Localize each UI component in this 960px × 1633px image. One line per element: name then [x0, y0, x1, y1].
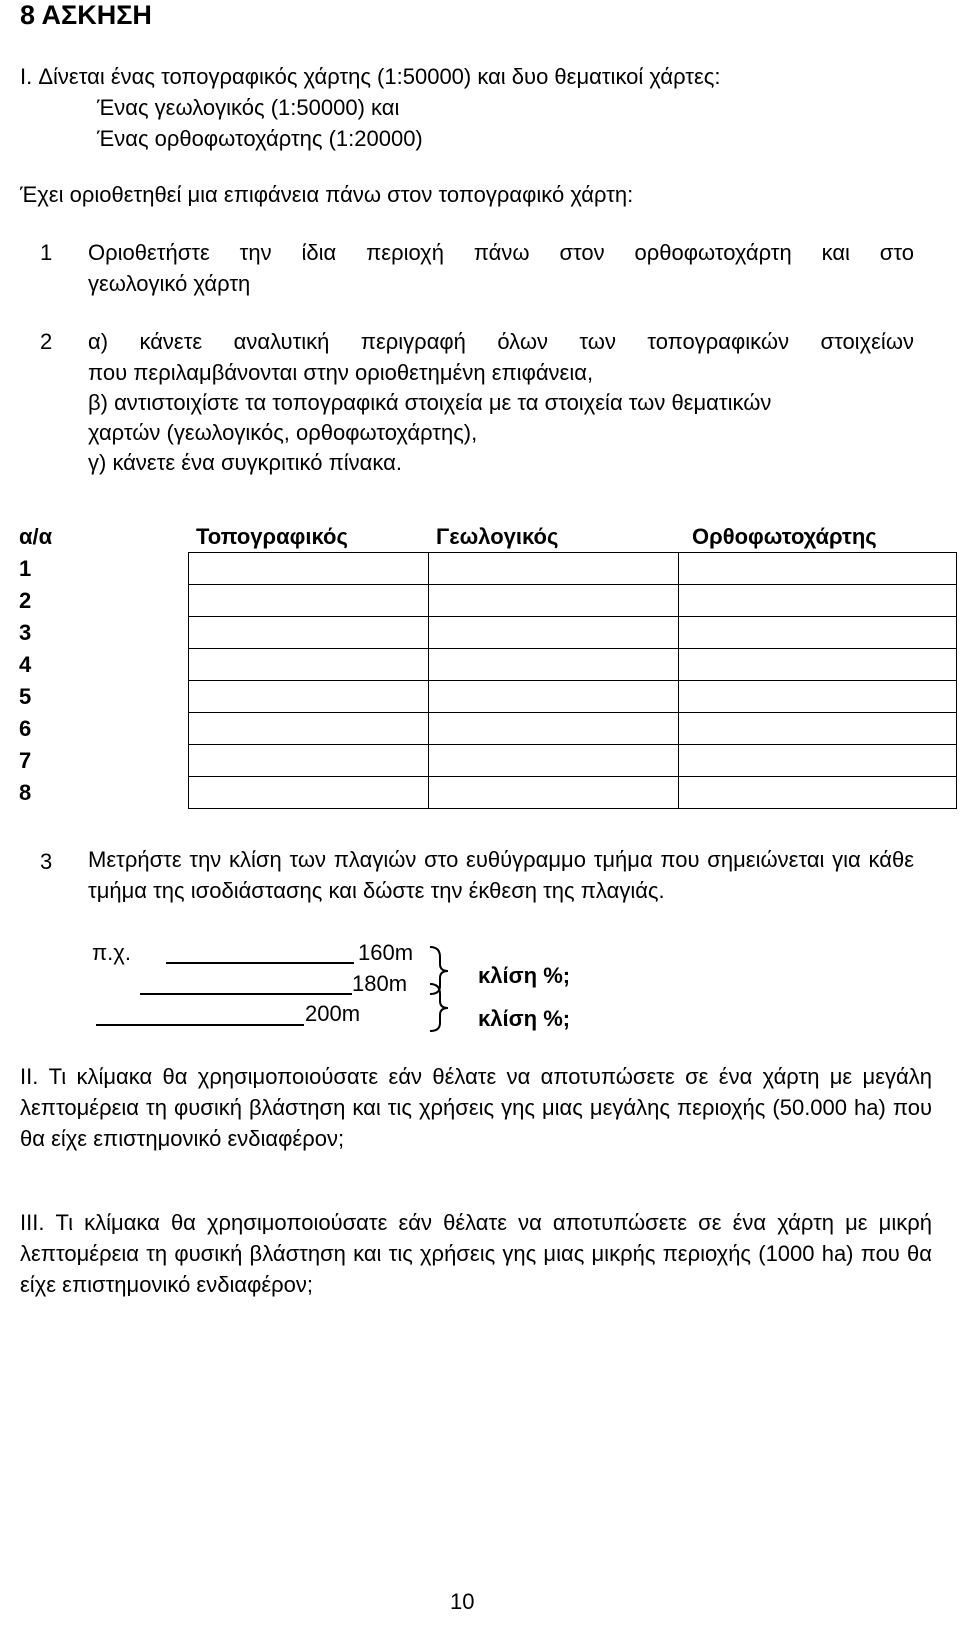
task3-text: Μετρήστε την κλίση των πλαγιών στο ευθύγραμμο τμήμα που σημειώνεται για κάθε τμήμα της ισοδιάστασης και δώστε την έκθεση της πλαγιάς. [88, 847, 914, 903]
cell-geological [428, 585, 678, 617]
brace-icons [426, 944, 456, 1034]
cell-orthophoto [678, 553, 957, 585]
table-row [11, 553, 957, 585]
contour-line-180 [140, 993, 352, 995]
cell-orthophoto [678, 617, 957, 649]
cell-topographic [188, 713, 428, 745]
cell-topographic [188, 617, 428, 649]
table-row [11, 681, 957, 713]
cell-geological [428, 617, 678, 649]
area-statement: Έχει οριοθετηθεί μια επιφάνεια πάνω στον τοπογραφικό χάρτη: [20, 182, 634, 207]
task1-line2: γεωλογικό χάρτη [88, 271, 251, 296]
brace-icon [430, 984, 448, 1031]
slope-label-1: κλίση %; [478, 963, 571, 988]
cell-geological [428, 777, 678, 809]
task2-line2: που περιλαμβάνονται στην οριοθετημένη επιφάνεια, [88, 360, 594, 385]
page-heading: 8 ΑΣΚΗΣΗ [20, 0, 152, 30]
header-orthophoto: Ορθοφωτοχάρτης [692, 523, 877, 549]
cell-geological [428, 553, 678, 585]
map-orthophoto: Ένας ορθοφωτοχάρτης (1:20000) [97, 126, 423, 151]
cell-topographic [188, 585, 428, 617]
table-row [11, 713, 957, 745]
cell-geological [428, 649, 678, 681]
cell-topographic [188, 649, 428, 681]
cell-orthophoto [678, 777, 957, 809]
row-index: 5 [19, 683, 32, 709]
table-row [11, 649, 957, 681]
task1-line1: Οριοθετήστε την ίδια περιοχή πάνω στον ορθοφωτοχάρτη και στο [88, 240, 914, 265]
header-topographic: Τοπογραφικός [196, 523, 348, 549]
cell-orthophoto [678, 745, 957, 777]
cell-topographic [188, 777, 428, 809]
elevation-200: 200m [305, 1001, 361, 1026]
table-row [11, 585, 957, 617]
contour-line-160 [166, 962, 354, 964]
table-row [11, 745, 957, 777]
part1-intro: I. Δίνεται ένας τοπογραφικός χάρτης (1:50000) και δυο θεματικοί χάρτες: [20, 64, 721, 89]
cell-topographic [188, 553, 428, 585]
part3-question: III. Τι κλίμακα θα χρησιμοποιούσατε εάν θέλατε να αποτυπώσετε σε ένα χάρτη με μικρή λεπτομέρεια τη φυσική βλάστηση και τις χρήσεις γης μιας μικρής περιοχής (1000 ha) που θα είχε επιστημονικό ενδιαφέρον; [20, 1210, 932, 1297]
task2-line5: γ) κάνετε ένα συγκριτικό πίνακα. [88, 450, 402, 475]
row-index: 3 [19, 619, 32, 645]
row-index: 8 [19, 779, 32, 805]
comparison-table [11, 521, 957, 809]
task2-line1: α) κάνετε αναλυτική περιγραφή όλων των τοπογραφικών στοιχείων [88, 329, 914, 354]
part2-question: II. Τι κλίμακα θα χρησιμοποιούσατε εάν θέλατε να αποτυπώσετε σε ένα χάρτη με μεγάλη λεπτομέρεια τη φυσική βλάστηση και τις χρήσεις γης μιας μεγάλης περιοχής (50.000 ha) που θα είχε επιστημονικό ενδιαφέρον; [20, 1064, 932, 1151]
row-index: 6 [19, 715, 32, 741]
task2-number: 2 [40, 329, 53, 354]
example-prefix: π.χ. [92, 940, 131, 965]
row-index: 7 [19, 747, 32, 773]
elevation-180: 180m [352, 971, 408, 996]
cell-orthophoto [678, 585, 957, 617]
elevation-160: 160m [358, 940, 414, 965]
table-row [11, 777, 957, 809]
cell-geological [428, 745, 678, 777]
row-index: 1 [19, 555, 32, 581]
cell-orthophoto [678, 681, 957, 713]
row-index: 4 [19, 651, 32, 677]
cell-geological [428, 713, 678, 745]
task2-line3: β) αντιστοιχίστε τα τοπογραφικά στοιχεία με τα στοιχεία των θεματικών [88, 390, 772, 415]
row-index: 2 [19, 587, 32, 613]
cell-geological [428, 681, 678, 713]
cell-orthophoto [678, 649, 957, 681]
table-row [11, 617, 957, 649]
task3-number: 3 [40, 849, 53, 874]
contour-line-200 [96, 1024, 304, 1026]
cell-topographic [188, 681, 428, 713]
cell-topographic [188, 745, 428, 777]
slope-label-2: κλίση %; [478, 1006, 571, 1031]
page-number: 10 [450, 1589, 475, 1614]
task2-line4: χαρτών (γεωλογικός, ορθοφωτοχάρτης), [88, 420, 478, 445]
header-geological: Γεωλογικός [436, 523, 559, 549]
cell-orthophoto [678, 713, 957, 745]
map-geological: Ένας γεωλογικός (1:50000) και [97, 95, 400, 120]
header-index: α/α [19, 523, 53, 549]
table-header-row [11, 521, 957, 553]
task1-number: 1 [40, 240, 53, 265]
